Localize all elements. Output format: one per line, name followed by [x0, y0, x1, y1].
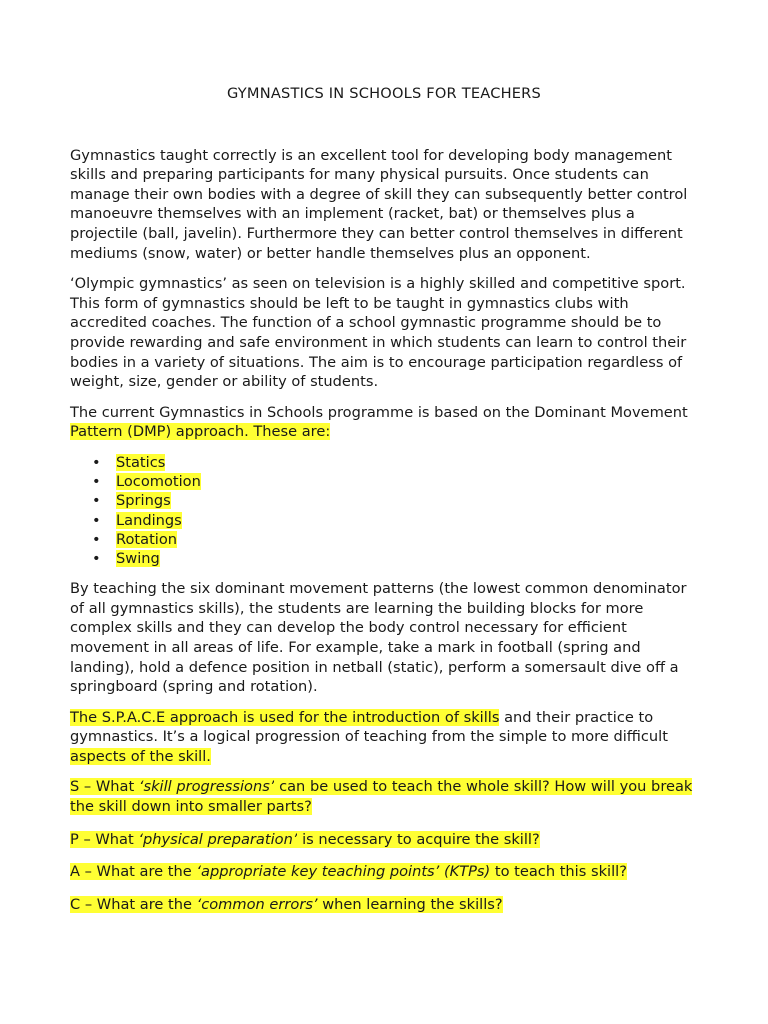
- list-item: [70, 472, 698, 491]
- space-a-post: to teach this skill?: [490, 863, 627, 881]
- space-s-question: [70, 777, 698, 816]
- space-a-term: ‘appropriate key teaching points’ (KTPs): [196, 863, 491, 881]
- space-s-term: ‘skill progressions’: [138, 778, 275, 796]
- list-item-label: Springs: [116, 492, 171, 510]
- list-item: [70, 491, 698, 510]
- space-p-question: [70, 830, 698, 850]
- bullet-icon: •: [92, 511, 101, 529]
- space-intro-paragraph: [70, 708, 698, 767]
- bullet-icon: •: [92, 530, 101, 548]
- space-intro-text: and their practice to gymnastics. It’s a logical progression of teaching from the simple to more difficult: [70, 708, 668, 746]
- space-c-term: ‘common errors’: [196, 895, 318, 913]
- space-p-post: is necessary to acquire the skill?: [297, 830, 540, 848]
- space-c-pre: C – What are the: [70, 895, 197, 913]
- bullet-icon: •: [92, 492, 101, 510]
- list-item: [70, 549, 698, 568]
- space-c-post: when learning the skills?: [317, 895, 503, 913]
- space-p-pre: P – What: [70, 830, 139, 848]
- list-item: [70, 530, 698, 549]
- bullet-icon: •: [92, 473, 101, 491]
- dmp-intro-text: The current Gymnastics in Schools programme is based on the Dominant Movement: [70, 403, 688, 421]
- intro-paragraph: Gymnastics taught correctly is an excellent tool for developing body management skills and preparing participants for many physical pursuits. Once students can manage their own bodies with a degree of skill they can subsequently better control manoeuvre themselves with an implement (racket, bat) or themselves plus a projectile (ball, javelin). Furthermore they can better control themselves in different mediums (snow, water) or better handle themselves plus an opponent.: [70, 146, 688, 262]
- space-a-question: [70, 862, 698, 882]
- bullet-icon: •: [92, 453, 101, 471]
- dmp-intro-highlight: Pattern (DMP) approach. These are:: [70, 423, 331, 441]
- list-item: [70, 453, 698, 472]
- space-a-pre: A – What are the: [70, 863, 197, 881]
- dmp-intro-paragraph: [70, 403, 698, 442]
- space-s-pre: S – What: [70, 778, 139, 796]
- space-intro-highlight: The S.P.A.C.E approach is used for the introduction of skills: [70, 708, 500, 726]
- olympic-paragraph: ‘Olympic gymnastics’ as seen on television is a highly skilled and competitive sport. This form of gymnastics should be left to be taught in gymnastics clubs with accredited coaches. The function of a school gymnastic programme should be to provide rewarding and safe environment in which students can learn to control their bodies in a variety of situations. The aim is to encourage participation regardless of weight, size, gender or ability of students.: [70, 275, 687, 391]
- list-item-label: Swing: [116, 549, 160, 567]
- document-page: [70, 84, 698, 927]
- list-item: [70, 511, 698, 530]
- space-intro-highlight-end: aspects of the skill.: [70, 747, 211, 765]
- dmp-explanation-paragraph: By teaching the six dominant movement patterns (the lowest common denominator of all gymnastics skills), the students are learning the building blocks for more complex skills and they can develop the body control necessary for efficient movement in all areas of life. For example, take a mark in football (spring and landing), hold a defence position in netball (static), perform a somersault dive off a springboard (spring and rotation).: [70, 580, 687, 696]
- dmp-list: [70, 453, 698, 568]
- list-item-label: Locomotion: [116, 473, 201, 491]
- list-item-label: Statics: [116, 453, 166, 471]
- space-s-post: can be used to teach the whole skill? How will you break the skill down into smaller parts?: [70, 778, 693, 816]
- space-p-term: ‘physical preparation’: [138, 830, 298, 848]
- document-title: GYMNASTICS IN SCHOOLS FOR TEACHERS: [227, 85, 541, 102]
- space-c-question: [70, 895, 698, 915]
- list-item-label: Landings: [116, 511, 182, 529]
- bullet-icon: •: [92, 549, 101, 567]
- list-item-label: Rotation: [116, 530, 178, 548]
